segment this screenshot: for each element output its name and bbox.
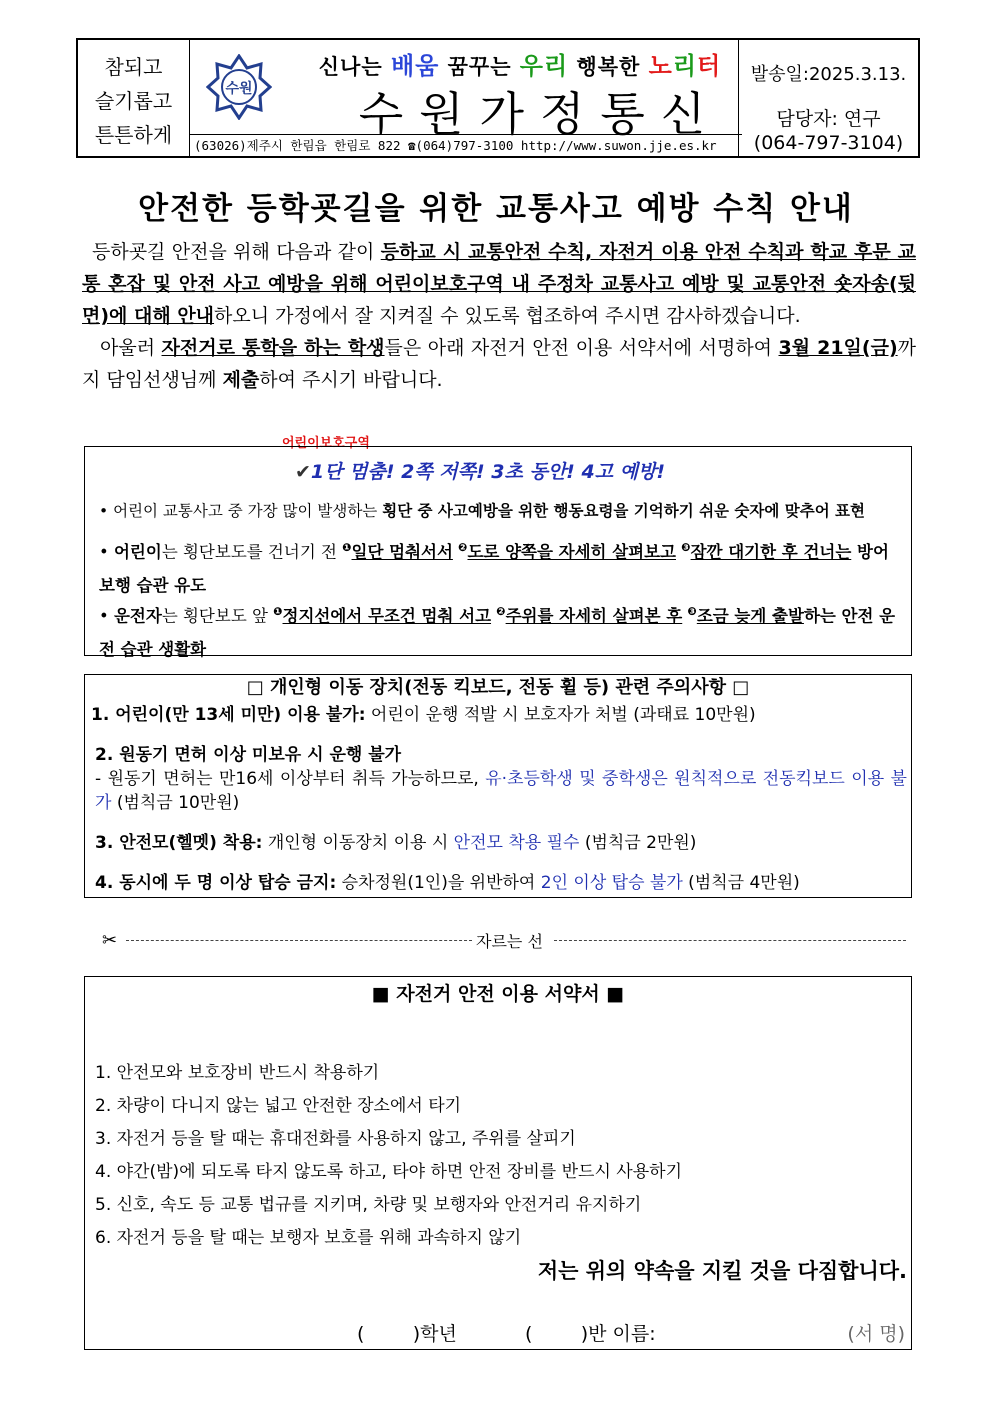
- pledge-item: 5. 신호, 속도 등 교통 법규를 지키며, 차량 및 보행자와 안전거리 유지하기: [95, 1195, 642, 1215]
- pm-item-text: (범칙금 10만원): [111, 793, 240, 813]
- pm-item-1: [91, 703, 905, 727]
- step-number: ❶: [273, 605, 283, 618]
- slogan-char: 노: [648, 52, 673, 80]
- cut-line-left: [126, 940, 472, 941]
- intro-emphasis: 자전거로 통학을 하는 학생: [161, 337, 385, 359]
- school-zone-slogan-text: 1단 멈춤! 2쪽 저쪽! 3초 동안! 4고 예방!: [310, 461, 666, 483]
- slogan: [300, 46, 740, 81]
- school-zone-slogan: [295, 457, 665, 484]
- newsletter-header: [76, 38, 920, 158]
- intro-text: 등하굣길 안전을 위해 다음과 같이: [92, 241, 381, 263]
- slogan-word-we: 우리: [519, 52, 569, 80]
- pm-title: □ 개인형 이동 장치(전동 킥보드, 전동 휠 등) 관련 주의사항 □: [246, 677, 750, 698]
- bullet-emphasis: 횡단 중 사고예방을 위한 행동요령을 기억하기 쉬운 숫자에 맞추어 표현: [382, 502, 866, 520]
- pm-item-text: 개인형 이동장치 이용 시: [262, 833, 454, 853]
- intro-emphasis: 등하교 시 교통안전 수칙, 자전거 이용 안전 수칙과 학교 후문 교통 혼잡 및 안전 사고 예방을 위해 어린이보호구역 내 주정차 교통사고 예방 및 교통안전 숏자송(뒷면)에 대해 안내: [82, 241, 917, 327]
- deadline: 3월 21일(금): [778, 337, 898, 359]
- bullet-emphasis: 방어 보행 습관 유도: [99, 542, 889, 595]
- step-number: ❷: [458, 541, 468, 554]
- pm-item-highlight: 유·초등학생 및 중학생은 원칙적으로 전동킥보드 이용 불가: [95, 769, 907, 813]
- slogan-char: 리: [672, 52, 698, 80]
- slogan-text: 꿈꾸는: [439, 55, 520, 79]
- intro-paragraph-1: [82, 236, 916, 332]
- bullet-emphasis: 잠깐 대기한 후 건너는: [690, 542, 852, 562]
- school-logo-icon: [206, 54, 272, 120]
- pledge-title: ■ 자전거 안전 이용 서약서 ■: [371, 983, 625, 1005]
- cut-line-right: [554, 940, 906, 941]
- bullet-text: 는 횡단보도를 건너기 전: [161, 542, 343, 562]
- cut-line-label: 자르는 선: [476, 932, 543, 951]
- main-title: 안전한 등학굣길을 위한 교통사고 예방 수칙 안내: [138, 191, 854, 227]
- bullet-emphasis: 어린이: [113, 542, 162, 562]
- intro-text: 하오니 가정에서 잘 지켜질 수 있도록 협조하여 주시면 감사하겠습니다.: [214, 305, 801, 327]
- motto-line: 튼튼하게: [94, 123, 173, 147]
- bullet-emphasis: 일단 멈춰서서: [351, 542, 453, 562]
- slogan-text: 행복한: [568, 55, 649, 79]
- logo-text: 수원: [225, 81, 253, 97]
- grade-field[interactable]: ( )학년: [357, 1323, 457, 1345]
- school-address: (63026)제주시 한림읍 한림로 822 ☎(064)797-3100 http://www.suwon.jje.es.kr: [190, 134, 742, 156]
- pm-item-head: 3. 안전모(헬멧) 착용:: [95, 833, 263, 853]
- scissors-icon: ✂: [102, 930, 118, 951]
- school-motto: [78, 40, 190, 156]
- motto-line: 참되고: [104, 55, 163, 79]
- intro-paragraph-2: [82, 332, 916, 396]
- header-info: [738, 40, 918, 156]
- class-name-field[interactable]: ( )반 이름:: [525, 1323, 656, 1345]
- step-number: ❷: [496, 605, 506, 618]
- header-center: [190, 40, 742, 156]
- bullet-emphasis: 운전자: [113, 606, 162, 626]
- school-zone-box: [84, 446, 912, 659]
- phone: (064-797-3104): [753, 132, 904, 154]
- intro-text: 아울러: [100, 337, 162, 359]
- intro-text: 까지 담임선생님께: [82, 337, 916, 391]
- pm-item-text: - 원동기 면허는 만16세 이상부터 취득 가능하므로,: [95, 769, 486, 789]
- pm-item-3: [95, 831, 905, 855]
- intro-text: 하여 주시기 바랍니다.: [259, 369, 443, 391]
- pledge-item: 4. 야간(밤)에 되도록 타지 않도록 하고, 타야 하면 안전 장비를 반드시 사용하기: [95, 1162, 682, 1182]
- pm-item-highlight: 2인 이상 탑승 불가: [540, 873, 683, 893]
- pm-item-text: (범칙금 4만원): [682, 873, 800, 893]
- step-number: ❸: [681, 541, 691, 554]
- bullet-emphasis: 정지선에서 무조건 멈춰 서고: [282, 606, 492, 626]
- bullet-text: 어린이 교통사고 중 가장 많이 발생하는: [113, 502, 383, 520]
- pm-item-highlight: 안전모 착용 필수: [453, 833, 580, 853]
- bullet-emphasis: 하는 안전 운전 습관 생활화: [99, 606, 896, 659]
- step-number: ❸: [687, 605, 697, 618]
- pledge-box: [84, 976, 912, 1350]
- school-zone-label: 어린이보호구역: [282, 436, 370, 451]
- pm-item-text: (범칙금 2만원): [579, 833, 697, 853]
- pledge-promise: 저는 위의 약속을 지킬 것을 다짐합니다.: [537, 1259, 907, 1283]
- pledge-item: 6. 자전거 등을 탈 때는 보행자 보호를 위해 과속하지 않기: [95, 1228, 522, 1248]
- slogan-word-learning: 배움: [390, 52, 440, 80]
- slogan-text: 신나는: [318, 55, 391, 79]
- bullet-emphasis: 도로 양쪽을 자세히 살펴보고: [467, 542, 676, 562]
- motto-line: 슬기롭고: [94, 89, 173, 113]
- zone-bullet-1: • 어린이 교통사고 중 가장 많이 발생하는 횡단 중 사고예방을 위한 행동요령을 기억하기 쉬운 숫자에 맞추어 표현: [99, 502, 866, 520]
- pm-item-4: [95, 871, 905, 895]
- bullet-text: 는 횡단보도 앞: [161, 606, 274, 626]
- pledge-item: 2. 차량이 다니지 않는 넓고 안전한 장소에서 타기: [95, 1096, 462, 1116]
- pm-item-2-text: [95, 767, 907, 815]
- manager: 담당자: 연구: [776, 108, 881, 130]
- send-date: 발송일:2025.3.13.: [750, 64, 907, 85]
- pm-item-text: 어린이 운행 적발 시 보호자가 처벌 (과태료 10만원): [365, 705, 756, 725]
- intro-emphasis: 제출: [222, 369, 260, 391]
- pm-item-2-head: 2. 원동기 면허 이상 미보유 시 운행 불가: [95, 745, 402, 765]
- pledge-item: 3. 자전거 등을 탈 때는 휴대전화를 사용하지 않고, 주위를 살피기: [95, 1129, 576, 1149]
- pm-notice-box: [84, 674, 912, 898]
- bullet-emphasis: 조금 늦게 출발: [696, 606, 804, 626]
- pledge-item: 1. 안전모와 보호장비 반드시 착용하기: [95, 1063, 380, 1083]
- newsletter-title: 수원가정통신: [358, 87, 722, 141]
- step-number: ❶: [342, 541, 352, 554]
- zone-bullet-2: • 어린이는 횡단보도를 건너기 전 $^❶$일단 멈춰서서 $^❷$도로 양쪽을 자세히 살펴보고 $^❸$잠깐 대기한 후 건너는 방어 보행 습관 유도: [99, 541, 889, 595]
- bullet-emphasis: 주위를 자세히 살펴본 후: [505, 606, 683, 626]
- intro-text: 들은 아래 자전거 안전 이용 서약서에 서명하여: [384, 337, 779, 359]
- pm-item-head: 1. 어린이(만 13세 미만) 이용 불가:: [91, 705, 366, 725]
- signature-field[interactable]: (서 명): [847, 1323, 905, 1345]
- zone-bullet-3: • 운전자는 횡단보도 앞 $^❶$정지선에서 무조건 멈춰 서고 $^❷$주위를 자세히 살펴본 후 $^❸$조금 늦게 출발하는 안전 운전 습관 생활화: [99, 605, 896, 659]
- pledge-list: [95, 1057, 905, 1255]
- check-icon: ✔: [295, 461, 311, 483]
- pm-item-text: 승차정원(1인)을 위반하여: [336, 873, 541, 893]
- pm-item-head: 4. 동시에 두 명 이상 탑승 금지:: [95, 873, 337, 893]
- slogan-char: 터: [697, 52, 722, 80]
